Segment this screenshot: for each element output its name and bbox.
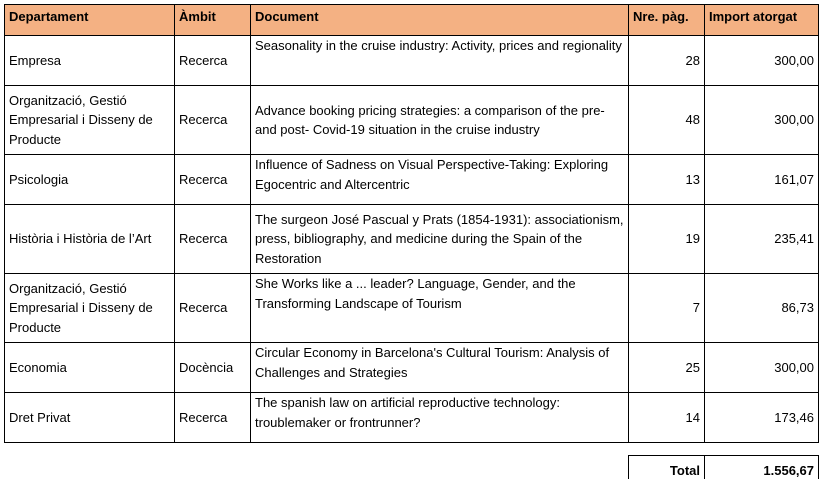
cell-pages: 25 — [629, 343, 705, 393]
total-label: Total — [629, 456, 705, 479]
cell-ambit: Recerca — [175, 393, 251, 443]
cell-document: The surgeon José Pascual y Prats (1854-1931): associationism, press, bibliography, and medicine during the Spain of the Restoration — [251, 205, 629, 274]
cell-amount: 235,41 — [705, 205, 819, 274]
cell-amount: 161,07 — [705, 155, 819, 205]
cell-ambit: Recerca — [175, 274, 251, 343]
table-row — [5, 393, 819, 443]
cell-amount: 86,73 — [705, 274, 819, 343]
cell-ambit: Recerca — [175, 205, 251, 274]
table-row — [5, 86, 819, 155]
cell-departament: Empresa — [5, 36, 175, 86]
cell-document: Influence of Sadness on Visual Perspective-Taking: Exploring Egocentric and Altercentric — [251, 155, 629, 205]
cell-document: Seasonality in the cruise industry: Activity, prices and regionality — [251, 36, 629, 86]
table-row — [5, 274, 819, 343]
table-row — [5, 205, 819, 274]
cell-departament: Organització, Gestió Empresarial i Disseny de Producte — [5, 86, 175, 155]
cell-amount: 173,46 — [705, 393, 819, 443]
cell-departament: Economia — [5, 343, 175, 393]
total-row — [5, 456, 819, 479]
table-row — [5, 36, 819, 86]
cell-document: She Works like a ... leader? Language, Gender, and the Transforming Landscape of Tourism — [251, 274, 629, 343]
cell-document: The spanish law on artificial reproductive technology: troublemaker or frontrunner? — [251, 393, 629, 443]
table-header-row — [5, 5, 819, 36]
header-ambit: Àmbit — [175, 5, 251, 36]
cell-document: Circular Economy in Barcelona's Cultural Tourism: Analysis of Challenges and Strategies — [251, 343, 629, 393]
cell-departament: Dret Privat — [5, 393, 175, 443]
cell-pages: 28 — [629, 36, 705, 86]
cell-departament: Organització, Gestió Empresarial i Disseny de Producte — [5, 274, 175, 343]
cell-pages: 48 — [629, 86, 705, 155]
cell-departament: Història i Història de l’Art — [5, 205, 175, 274]
table-row — [5, 155, 819, 205]
cell-departament: Psicologia — [5, 155, 175, 205]
header-document: Document — [251, 5, 629, 36]
table-spacer — [5, 443, 819, 456]
cell-pages: 14 — [629, 393, 705, 443]
cell-amount: 300,00 — [705, 36, 819, 86]
cell-ambit: Docència — [175, 343, 251, 393]
table-row — [5, 343, 819, 393]
grants-table — [4, 4, 819, 479]
header-departament: Departament — [5, 5, 175, 36]
cell-document: Advance booking pricing strategies: a comparison of the pre- and post- Covid-19 situation in the cruise industry — [251, 86, 629, 155]
cell-amount: 300,00 — [705, 86, 819, 155]
cell-pages: 19 — [629, 205, 705, 274]
total-value: 1.556,67 — [705, 456, 819, 479]
cell-pages: 7 — [629, 274, 705, 343]
cell-ambit: Recerca — [175, 36, 251, 86]
cell-ambit: Recerca — [175, 86, 251, 155]
header-pages: Nre. pàg. — [629, 5, 705, 36]
header-amount: Import atorgat — [705, 5, 819, 36]
cell-ambit: Recerca — [175, 155, 251, 205]
cell-amount: 300,00 — [705, 343, 819, 393]
cell-pages: 13 — [629, 155, 705, 205]
